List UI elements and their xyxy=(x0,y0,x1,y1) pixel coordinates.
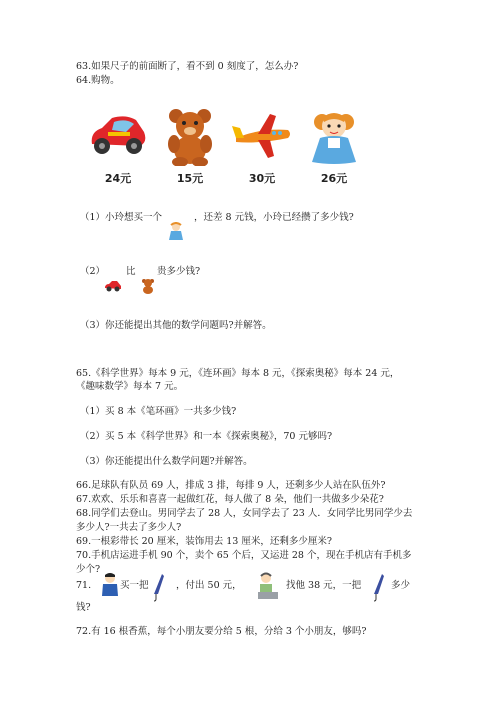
toy-bear xyxy=(158,108,222,188)
toy-car xyxy=(86,108,150,188)
toy-car-price: 24元 xyxy=(104,172,132,185)
question-71-number: 71. xyxy=(76,580,92,591)
student-icon xyxy=(100,572,120,598)
question-72: 72.有 16 根香蕉，每个小朋友要分给 5 根，分给 3 个小朋友，够吗? xyxy=(76,626,367,637)
question-64-2-part-a: （2） xyxy=(80,266,106,277)
question-68-line-2: 多少人?一共去了多少人? xyxy=(76,522,182,533)
car-small-icon xyxy=(104,280,122,292)
question-65-3: （3）你还能提出什么数学问题?并解答。 xyxy=(80,456,253,467)
bear-small-icon xyxy=(140,278,156,294)
question-65-line-2: 《趣味数学》每本 7 元。 xyxy=(76,381,184,392)
question-71-paid: ，付出 50 元， xyxy=(176,580,242,591)
question-70-line-1: 70.手机店运进手机 90 个，卖个 65 个后，又运进 28 个，现在手机店有手机多 xyxy=(76,550,412,561)
question-65-1: （1）买 8 本《笔环画》一共多少钱? xyxy=(80,406,237,417)
toy-doll xyxy=(302,108,366,188)
question-69: 69.一根彩带长 20 厘米，装饰用去 13 厘米，还剩多少厘米? xyxy=(76,536,332,547)
question-64-2-part-c: 贵多少钱? xyxy=(157,266,201,277)
question-70-line-2: 少个? xyxy=(76,564,101,575)
question-64-1-part-b: ，还差 8 元钱，小玲已经攒了多少钱? xyxy=(194,212,354,223)
question-68-line-1: 68.同学们去登山。男同学去了 28 人，女同学去了 23 人．女同学比男同学少去 xyxy=(76,508,413,519)
question-63: 63.如果尺子的前面断了，看不到 0 刻度了，怎么办? xyxy=(76,61,299,72)
toy-bear-price: 15元 xyxy=(176,172,204,185)
toy-plane-price: 30元 xyxy=(248,172,276,185)
question-65-line-1: 65.《科学世界》每本 9 元，《连环画》每本 8 元，《探索奥秘》每本 24 元， xyxy=(76,368,400,379)
question-71-buy: 买一把 xyxy=(120,580,149,591)
question-64-3: （3）你还能提出其他的数学问题吗?并解答。 xyxy=(80,320,272,331)
question-67: 67.欢欢、乐乐和喜喜一起做红花，每人做了 8 朵，他们一共做多少朵花? xyxy=(76,494,384,505)
umbrella-icon xyxy=(150,572,166,602)
question-71-change: 找他 38 元，一把 xyxy=(286,580,362,591)
toy-car-icon xyxy=(86,108,150,164)
teddy-bear-icon xyxy=(158,108,222,166)
airplane-icon xyxy=(230,108,294,164)
umbrella-icon-2 xyxy=(370,572,386,602)
doll-small-icon xyxy=(168,222,184,240)
toy-doll-price: 26元 xyxy=(320,172,348,185)
question-64-1-part-a: （1）小玲想买一个 xyxy=(80,212,163,223)
question-71-how-much: 多少 xyxy=(391,580,411,591)
cashier-icon xyxy=(256,572,280,600)
question-64: 64.购物。 xyxy=(76,75,120,86)
doll-icon xyxy=(302,108,366,166)
toy-plane xyxy=(230,108,294,188)
question-66: 66.足球队有队员 69 人，排成 3 排，每排 9 人，还剩多少人站在队伍外? xyxy=(76,480,386,491)
question-71-money: 钱? xyxy=(76,602,91,613)
question-65-2: （2）买 5 本《科学世界》和一本《探索奥秘》，70 元够吗? xyxy=(80,431,333,442)
question-64-2-part-b: 比 xyxy=(126,266,136,277)
